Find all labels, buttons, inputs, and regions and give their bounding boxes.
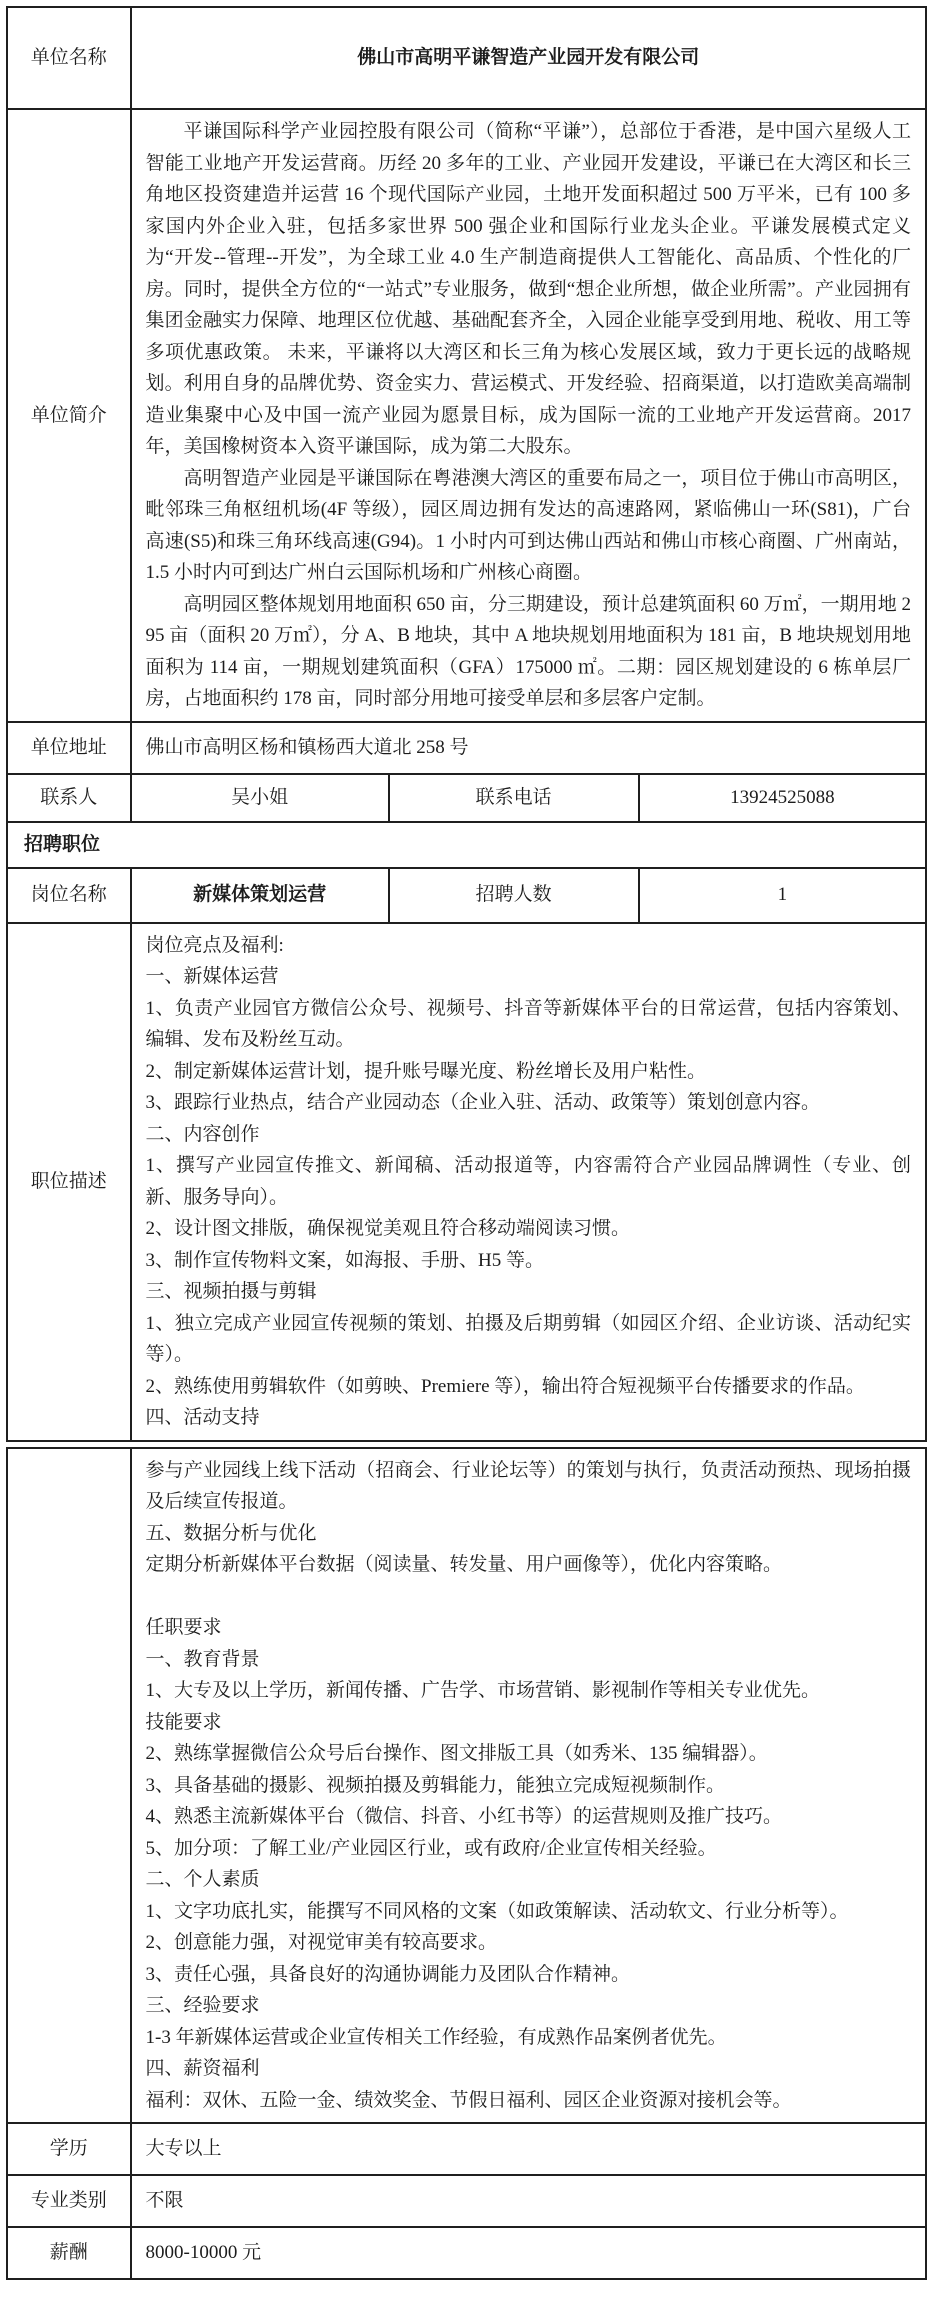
table-row [7, 923, 926, 1441]
company-position-table [6, 6, 927, 1442]
table-row [7, 109, 926, 722]
contact-person-value: 吴小姐 [131, 774, 389, 822]
company-name-value: 佛山市高明平谦智造产业园开发有限公司 [131, 7, 926, 109]
salary-value: 8000-10000 元 [131, 2227, 926, 2279]
table-row [7, 7, 926, 109]
headcount-value: 1 [639, 868, 926, 923]
salary-label: 薪酬 [7, 2227, 131, 2279]
table-row [7, 1448, 926, 2124]
table-row [7, 822, 926, 868]
education-label: 学历 [7, 2123, 131, 2175]
education-value: 大专以上 [131, 2123, 926, 2175]
table-row [7, 774, 926, 822]
major-category-value: 不限 [131, 2175, 926, 2227]
position-name-label: 岗位名称 [7, 868, 131, 923]
major-category-label: 专业类别 [7, 2175, 131, 2227]
contact-person-label: 联系人 [7, 774, 131, 822]
table-row [7, 2175, 926, 2227]
job-description-label: 职位描述 [7, 923, 131, 1441]
table-row [7, 868, 926, 923]
table-row [7, 2227, 926, 2279]
table-row [7, 2123, 926, 2175]
company-intro-label: 单位简介 [7, 109, 131, 722]
contact-phone-value: 13924525088 [639, 774, 926, 822]
company-address-label: 单位地址 [7, 722, 131, 774]
contact-phone-label: 联系电话 [389, 774, 639, 822]
job-description-continued-label [7, 1448, 131, 2124]
company-intro-value: 平谦国际科学产业园控股有限公司（简称“平谦”），总部位于香港，是中国六星级人工智能工业地产开发运营商。历经 20 多年的工业、产业园开发建设，平谦已在大湾区和长三角地区投资建造并运营 16 个现代国际产业园，土地开发面积超过 500 万平米，已有 100 多家国内外企业入驻，包括多家世界 500 强企业和国际行业龙头企业。平谦发展模式定义为“开发--管理--开发”，为全球工业 4.0 生产制造商提供人工智能化、高品质、个性化的厂房。同时，提供全方位的“一站式”专业服务，做到“想企业所想，做企业所需”。产业园拥有集团金融实力保障、地理区位优越、基础配套齐全，入园企业能享受到用地、税收、用工等多项优惠政策。 未来，平谦将以大湾区和长三角为核心发展区域，致力于更长远的战略规划。利用自身的品牌优势、资金实力、营运模式、开发经验、招商渠道，以打造欧美高端制造业集聚中心及中国一流产业园为愿景目标，成为国际一流的工业地产开发运营商。2017 年，美国橡树资本入资平谦国际，成为第二大股东。 高明智造产业园是平谦国际在粤港澳大湾区的重要布局之一，项目位于佛山市高明区，毗邻珠三角枢纽机场(4F 等级），园区周边拥有发达的高速路网，紧临佛山一环(S81)，广台高速(S5)和珠三角环线高速(G94)。1 小时内可到达佛山西站和佛山市核心商圈、广州南站，1.5 小时内可到达广州白云国际机场和广州核心商圈。 高明园区整体规划用地面积 650 亩，分三期建设，预计总建筑面积 60 万㎡，一期用地 295 亩（面积 20 万㎡），分 A、B 地块，其中 A 地块规划用地面积为 181 亩，B 地块规划用地面积为 114 亩，一期规划建筑面积（GFA）175000 ㎡。二期：园区规划建设的 6 栋单层厂房，占地面积约 178 亩，同时部分用地可接受单层和多层客户定制。 [131, 109, 926, 722]
position-name-value: 新媒体策划运营 [131, 868, 389, 923]
table-row [7, 722, 926, 774]
job-description-value: 岗位亮点及福利: 一、新媒体运营 1、负责产业园官方微信公众号、视频号、抖音等新媒体平台的日常运营，包括内容策划、编辑、发布及粉丝互动。 2、制定新媒体运营计划，提升账号曝光度、粉丝增长及用户粘性。 3、跟踪行业热点，结合产业园动态（企业入驻、活动、政策等）策划创意内容。 二、内容创作 1、撰写产业园宣传推文、新闻稿、活动报道等，内容需符合产业园品牌调性（专业、创新、服务导向）。 2、设计图文排版，确保视觉美观且符合移动端阅读习惯。 3、制作宣传物料文案，如海报、手册、H5 等。 三、视频拍摄与剪辑 1、独立完成产业园宣传视频的策划、拍摄及后期剪辑（如园区介绍、企业访谈、活动纪实等）。 2、熟练使用剪辑软件（如剪映、Premiere 等），输出符合短视频平台传播要求的作品。 四、活动支持 [131, 923, 926, 1441]
headcount-label: 招聘人数 [389, 868, 639, 923]
job-description-continued-value: 参与产业园线上线下活动（招商会、行业论坛等）的策划与执行，负责活动预热、现场拍摄及后续宣传报道。 五、数据分析与优化 定期分析新媒体平台数据（阅读量、转发量、用户画像等），优化内容策略。 任职要求 一、教育背景 1、大专及以上学历，新闻传播、广告学、市场营销、影视制作等相关专业优先。 技能要求 2、熟练掌握微信公众号后台操作、图文排版工具（如秀米、135 编辑器）。 3、具备基础的摄影、视频拍摄及剪辑能力，能独立完成短视频制作。 4、熟悉主流新媒体平台（微信、抖音、小红书等）的运营规则及推广技巧。 5、加分项：了解工业/产业园区行业，或有政府/企业宣传相关经验。 二、个人素质 1、文字功底扎实，能撰写不同风格的文案（如政策解读、活动软文、行业分析等）。 2、创意能力强，对视觉审美有较高要求。 3、责任心强，具备良好的沟通协调能力及团队合作精神。 三、经验要求 1-3 年新媒体运营或企业宣传相关工作经验，有成熟作品案例者优先。 四、薪资福利 福利：双休、五险一金、绩效奖金、节假日福利、园区企业资源对接机会等。 [131, 1448, 926, 2124]
company-name-label: 单位名称 [7, 7, 131, 109]
recruiting-section-header: 招聘职位 [7, 822, 926, 868]
company-address-value: 佛山市高明区杨和镇杨西大道北 258 号 [131, 722, 926, 774]
requirements-table [6, 1447, 927, 2281]
